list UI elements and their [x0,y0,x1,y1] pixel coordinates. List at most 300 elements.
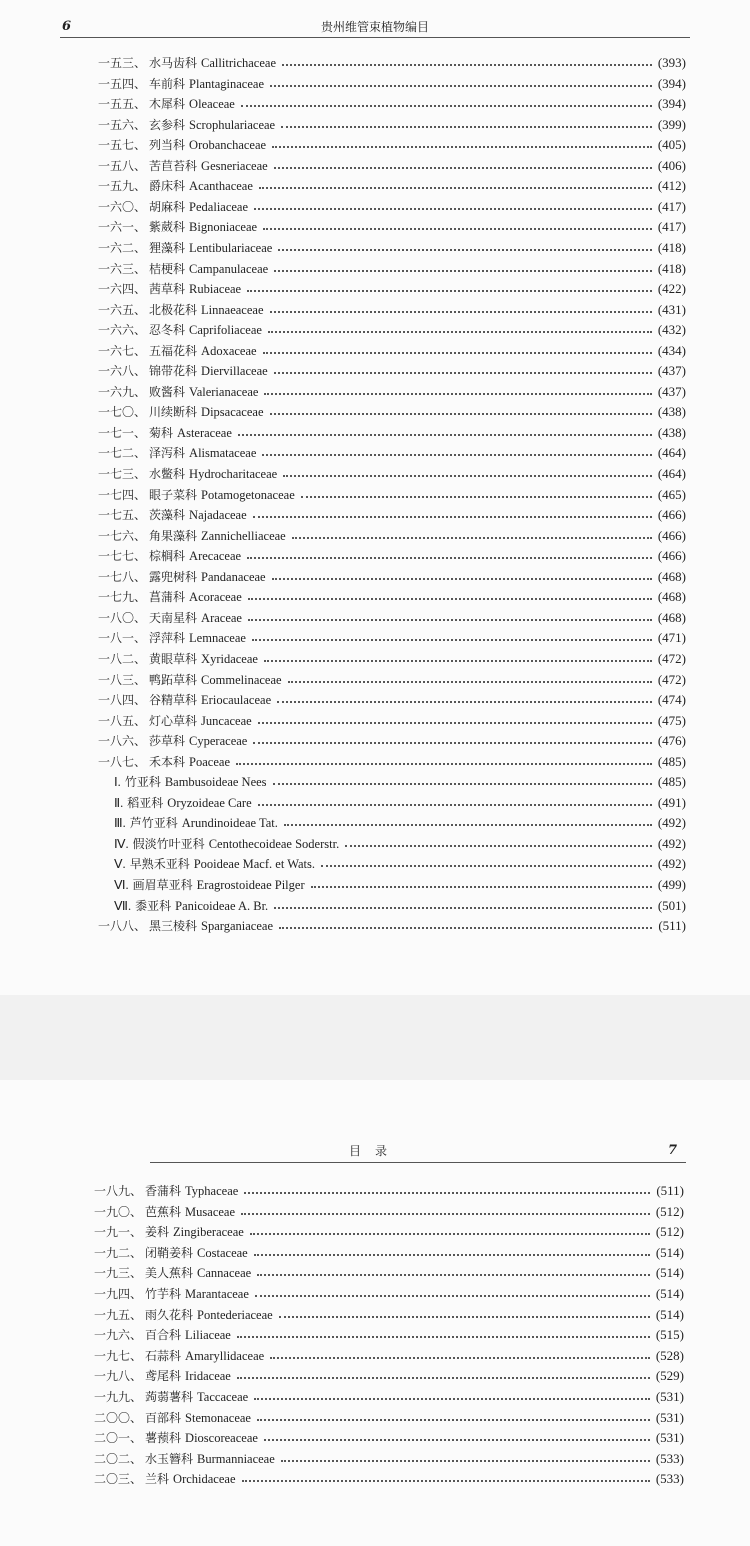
toc-entry[interactable] [94,1363,684,1383]
toc-entry[interactable] [94,1425,684,1445]
page-ref: (528) [655,1348,684,1363]
family-name: 谷精草科 [149,693,198,707]
toc-entry[interactable] [98,379,686,399]
entry-separator: 、 [134,446,147,460]
family-name: 假淡竹叶亚科 [132,837,205,851]
page-ref: (437) [657,363,686,378]
toc-entry[interactable] [98,276,686,296]
page-ref: (437) [657,384,686,399]
family-name: 锦带花科 [149,364,198,378]
latin-name: Eriocaulaceae [201,693,272,707]
leader-dots [288,680,652,683]
leader-dots [264,392,651,395]
toc-entry[interactable] [94,1178,684,1198]
page-ref: (514) [655,1286,684,1301]
family-name: 木犀科 [149,97,186,111]
latin-name: Amaryllidaceae [185,1349,265,1363]
family-name: 稻亚科 [127,796,164,810]
entry-separator: 、 [134,179,147,193]
latin-name: Juncaceae [201,714,252,728]
family-name: 石蒜科 [145,1349,182,1363]
toc-subentry[interactable] [98,831,686,851]
family-name: 芦竹亚科 [129,816,178,830]
page-number: 6 [62,19,72,34]
latin-name: Araceae [201,611,242,625]
toc-entry[interactable] [94,1219,684,1239]
latin-name: Pontederiaceae [197,1308,273,1322]
toc-entry[interactable] [94,1466,684,1486]
leader-dots [264,659,652,662]
toc-entry[interactable] [98,420,686,440]
entry-separator: 、 [134,118,147,132]
toc-entry[interactable] [98,543,686,563]
latin-name: Zingiberaceae [173,1225,244,1239]
entry-number: 一六三 [98,262,135,276]
family-name: 蒟蒻薯科 [145,1390,194,1404]
running-title: 目录 [348,1144,401,1158]
entry-separator: 、 [130,1472,143,1486]
toc-entry[interactable] [98,71,686,91]
toc-entry[interactable] [94,1302,684,1322]
toc-entry[interactable] [98,235,686,255]
latin-name: Gesneriaceae [201,159,268,173]
page-ref: (533) [655,1471,684,1486]
toc-entry[interactable] [98,132,686,152]
leader-dots [273,782,652,785]
entry-number: 一七二 [98,446,135,460]
latin-name: Stemonaceae [185,1411,251,1425]
entry-number: Ⅱ. [114,796,124,810]
entry-number: 一八〇 [98,611,135,625]
entry-separator: 、 [134,344,147,358]
page-ref: (466) [657,548,686,563]
toc-entry[interactable] [98,523,686,543]
family-name: 川续断科 [149,405,198,419]
leader-dots [270,1356,650,1359]
leader-dots [270,84,652,87]
entry-number: 一八三 [98,673,135,687]
latin-name: Zannichelliaceae [201,529,286,543]
leader-dots [345,844,652,847]
latin-name: Iridaceae [185,1369,231,1383]
latin-name: Liliaceae [185,1328,231,1342]
entry-number: 一七七 [98,549,135,563]
family-name: 北极花科 [149,303,198,317]
family-name: 角果藻科 [149,529,198,543]
toc-entry[interactable] [98,667,686,687]
family-name: 竹亚科 [124,775,161,789]
latin-name: Asteraceae [177,426,232,440]
entry-number: 一九四 [94,1287,131,1301]
entry-number: Ⅶ. [114,899,132,913]
family-name: 眼子菜科 [149,488,198,502]
latin-name: Arecaceae [189,549,242,563]
leader-dots [258,721,652,724]
toc-entry[interactable] [98,153,686,173]
entry-separator: 、 [130,1184,143,1198]
entry-separator: 、 [134,734,147,748]
toc-entry[interactable] [98,605,686,625]
entry-separator: 、 [130,1308,143,1322]
leader-dots [263,227,652,230]
page-ref: (475) [657,713,686,728]
page-ref: (491) [657,795,686,810]
entry-separator: 、 [134,323,147,337]
entry-separator: 、 [134,159,147,173]
leader-dots [259,186,652,189]
entry-separator: 、 [134,364,147,378]
entry-separator: 、 [130,1246,143,1260]
entry-separator: 、 [134,755,147,769]
leader-dots [237,1335,650,1338]
entry-number: Ⅰ. [114,775,121,789]
toc-subentry[interactable] [98,769,686,789]
latin-name: Scrophulariaceae [189,118,276,132]
entry-number: 一六五 [98,303,135,317]
latin-name: Bambusoideae Nees [164,775,267,789]
leader-dots [258,803,652,806]
entry-number: 一七八 [98,570,135,584]
family-name: 闭鞘姜科 [145,1246,194,1260]
leader-dots [263,351,652,354]
toc-entry[interactable] [98,112,686,132]
latin-name: Commelinaceae [201,673,282,687]
leader-dots [250,1232,650,1235]
latin-name: Acanthaceae [189,179,253,193]
latin-name: Lentibulariaceae [189,241,273,255]
page-ref: (418) [657,261,686,276]
entry-separator: 、 [130,1431,143,1445]
family-name: 茨藻科 [149,508,186,522]
page-ref: (422) [657,281,686,296]
entry-number: 一九〇 [94,1205,131,1219]
latin-name: Orobanchaceae [189,138,267,152]
family-name: 天南星科 [149,611,198,625]
page-ref: (474) [657,692,686,707]
latin-name: Rubiaceae [189,282,242,296]
latin-name: Orchidaceae [173,1472,236,1486]
page-ref: (417) [657,219,686,234]
entry-number: 一六八 [98,364,135,378]
toc-entry[interactable] [98,297,686,317]
entry-separator: 、 [130,1452,143,1466]
toc-entry[interactable] [98,358,686,378]
entry-number: 二〇三 [94,1472,131,1486]
toc-entry[interactable] [98,173,686,193]
toc-entry[interactable] [98,584,686,604]
latin-name: Caprifoliaceae [189,323,262,337]
toc-entry[interactable] [98,502,686,522]
toc-entry[interactable] [98,913,686,933]
latin-name: Valerianaceae [189,385,259,399]
leader-dots [272,577,652,580]
family-name: 早熟禾亚科 [129,857,190,871]
page-ref: (531) [655,1430,684,1445]
leader-dots [270,310,652,313]
page-ref: (468) [657,569,686,584]
toc-entry[interactable] [98,399,686,419]
toc-entry[interactable] [94,1446,684,1466]
family-name: 泽泻科 [149,446,186,460]
latin-name: Eragrostoideae Pilger [196,878,305,892]
leader-dots [277,700,652,703]
toc-subentry[interactable] [98,851,686,871]
family-name: 败酱科 [149,385,186,399]
toc-entry[interactable] [94,1384,684,1404]
entry-separator: 、 [130,1411,143,1425]
latin-name: Cannaceae [197,1266,252,1280]
entry-separator: 、 [134,56,147,70]
toc-entry[interactable] [98,317,686,337]
toc-entry[interactable] [98,749,686,769]
leader-dots [253,741,651,744]
page-ref: (431) [657,302,686,317]
toc-entry[interactable] [94,1281,684,1301]
leader-dots [301,495,652,498]
entry-number: 一八二 [98,652,135,666]
leader-dots [278,248,652,251]
leader-dots [238,433,652,436]
leader-dots [247,556,652,559]
page-ref: (472) [657,672,686,687]
entry-separator: 、 [134,138,147,152]
latin-name: Taccaceae [197,1390,249,1404]
family-name: 香蒲科 [145,1184,182,1198]
toc-subentry[interactable] [98,810,686,830]
toc-entry[interactable] [98,91,686,111]
family-name: 灯心草科 [149,714,198,728]
family-name: 鸢尾科 [145,1369,182,1383]
page-ref: (466) [657,528,686,543]
leader-dots [311,885,652,888]
leader-dots [284,823,652,826]
entry-separator: 、 [134,241,147,255]
latin-name: Callitrichaceae [201,56,276,70]
entry-number: 一八五 [98,714,135,728]
entry-number: Ⅲ. [114,816,126,830]
toc-entry[interactable] [98,256,686,276]
page-ref: (476) [657,733,686,748]
leader-dots [254,1397,650,1400]
family-name: 水鳖科 [149,467,186,481]
latin-name: Dioscoreaceae [185,1431,258,1445]
page-ref: (529) [655,1368,684,1383]
header-rule [150,1162,686,1163]
page-ref: (492) [657,856,686,871]
leader-dots [242,1479,650,1482]
family-name: 玄参科 [149,118,186,132]
family-name: 芭蕉科 [145,1205,182,1219]
leader-dots [279,926,652,929]
entry-number: 一六六 [98,323,135,337]
entry-separator: 、 [134,97,147,111]
entry-number: 一九六 [94,1328,131,1342]
entry-number: Ⅴ. [114,857,126,871]
family-name: 薯蓣科 [145,1431,182,1445]
family-name: 莎草科 [149,734,186,748]
page-ref: (432) [657,322,686,337]
entry-number: 一七〇 [98,405,135,419]
page-ref: (393) [657,55,686,70]
family-name: 紫葳科 [149,220,186,234]
entry-separator: 、 [134,631,147,645]
family-name: 雨久花科 [145,1308,194,1322]
entry-number: 一九五 [94,1308,131,1322]
latin-name: Burmanniaceae [197,1452,275,1466]
family-name: 黄眼草科 [149,652,198,666]
entry-separator: 、 [130,1369,143,1383]
entry-number: 一八六 [98,734,135,748]
entry-separator: 、 [130,1349,143,1363]
entry-separator: 、 [134,467,147,481]
page-ref: (399) [657,117,686,132]
page-ref: (515) [655,1327,684,1342]
family-name: 菊科 [149,426,174,440]
toc-entry[interactable] [98,728,686,748]
toc-entry[interactable] [94,1343,684,1363]
page-ref: (514) [655,1307,684,1322]
family-name: 棕榈科 [149,549,186,563]
leader-dots [270,412,652,415]
toc-entry[interactable] [98,564,686,584]
entry-number: 二〇〇 [94,1411,131,1425]
entry-number: 一五三 [98,56,135,70]
leader-dots [252,638,652,641]
entry-separator: 、 [134,529,147,543]
toc-entry[interactable] [94,1199,684,1219]
latin-name: Bignoniaceae [189,220,258,234]
toc-entry[interactable] [98,50,686,70]
entry-separator: 、 [134,673,147,687]
entry-separator: 、 [134,200,147,214]
header-rule [60,37,690,38]
page-ref: (394) [657,96,686,111]
latin-name: Hydrocharitaceae [189,467,278,481]
latin-name: Najadaceae [189,508,247,522]
entry-number: 一五四 [98,77,135,91]
latin-name: Panicoideae A. Br. [175,899,269,913]
toc-entry[interactable] [94,1322,684,1342]
page-ref: (418) [657,240,686,255]
page-ref: (512) [655,1224,684,1239]
latin-name: Centothecoideae Soderstr. [208,837,340,851]
family-name: 黍亚科 [135,899,172,913]
latin-name: Diervillaceae [201,364,268,378]
page-ref: (468) [657,610,686,625]
entry-number: 一九九 [94,1390,131,1404]
family-name: 狸藻科 [149,241,186,255]
toc-entry[interactable] [98,708,686,728]
page-ref: (406) [657,158,686,173]
toc-subentry[interactable] [98,790,686,810]
entry-separator: 、 [134,570,147,584]
toc-entry[interactable] [98,646,686,666]
family-name: 浮萍科 [149,631,186,645]
page-ref: (464) [657,445,686,460]
entry-separator: 、 [134,77,147,91]
family-name: 爵床科 [149,179,186,193]
leader-dots [236,762,652,765]
page-ref: (412) [657,178,686,193]
entry-separator: 、 [134,262,147,276]
leader-dots [281,1459,650,1462]
entry-number: 一五八 [98,159,135,173]
page-ref: (464) [657,466,686,481]
toc-entry[interactable] [94,1260,684,1280]
toc-entry[interactable] [98,687,686,707]
latin-name: Oleaceae [189,97,235,111]
leader-dots [279,1315,650,1318]
toc-entry[interactable] [94,1240,684,1260]
toc-entry[interactable] [98,338,686,358]
entry-separator: 、 [130,1328,143,1342]
latin-name: Typhaceae [185,1184,239,1198]
toc-entry[interactable] [98,194,686,214]
latin-name: Marantaceae [185,1287,249,1301]
entry-separator: 、 [134,549,147,563]
entry-separator: 、 [134,303,147,317]
page-ref: (485) [657,774,686,789]
entry-number: 一九七 [94,1349,131,1363]
leader-dots [247,289,652,292]
latin-name: Acoraceae [189,590,242,604]
page-ref: (465) [657,487,686,502]
latin-name: Cyperaceae [189,734,248,748]
family-name: 黑三棱科 [149,919,198,933]
latin-name: Oryzoideae Care [167,796,252,810]
entry-number: 一九二 [94,1246,131,1260]
toc-entry[interactable] [98,482,686,502]
entry-number: 二〇一 [94,1431,131,1445]
page-ref: (511) [658,918,686,933]
leader-dots [248,597,652,600]
family-name: 百部科 [145,1411,182,1425]
toc-entry[interactable] [94,1405,684,1425]
entry-separator: 、 [134,693,147,707]
toc-entry[interactable] [98,461,686,481]
entry-number: 一六四 [98,282,135,296]
toc-entry[interactable] [98,440,686,460]
toc-entry[interactable] [98,214,686,234]
entry-separator: 、 [134,282,147,296]
entry-number: 一七六 [98,529,135,543]
page-ref: (531) [655,1410,684,1425]
entry-number: 一九三 [94,1266,131,1280]
toc-entry[interactable] [98,625,686,645]
toc-subentry[interactable] [98,872,686,892]
toc-subentry[interactable] [98,893,686,913]
latin-name: Musaceae [185,1205,236,1219]
page-ref: (417) [657,199,686,214]
page-ref: (492) [657,815,686,830]
entry-separator: 、 [130,1266,143,1280]
entry-number: 一八四 [98,693,135,707]
leader-dots [274,371,652,374]
entry-separator: 、 [134,652,147,666]
entry-separator: 、 [130,1205,143,1219]
entry-number: 一九一 [94,1225,131,1239]
family-name: 忍冬科 [149,323,186,337]
latin-name: Linnaeaceae [201,303,264,317]
latin-name: Plantaginaceae [189,77,265,91]
entry-number: 一六九 [98,385,135,399]
leader-dots [241,104,652,107]
entry-number: 一五七 [98,138,135,152]
page-ref: (405) [657,137,686,152]
entry-separator: 、 [134,405,147,419]
family-name: 列当科 [149,138,186,152]
entry-number: 一九八 [94,1369,131,1383]
